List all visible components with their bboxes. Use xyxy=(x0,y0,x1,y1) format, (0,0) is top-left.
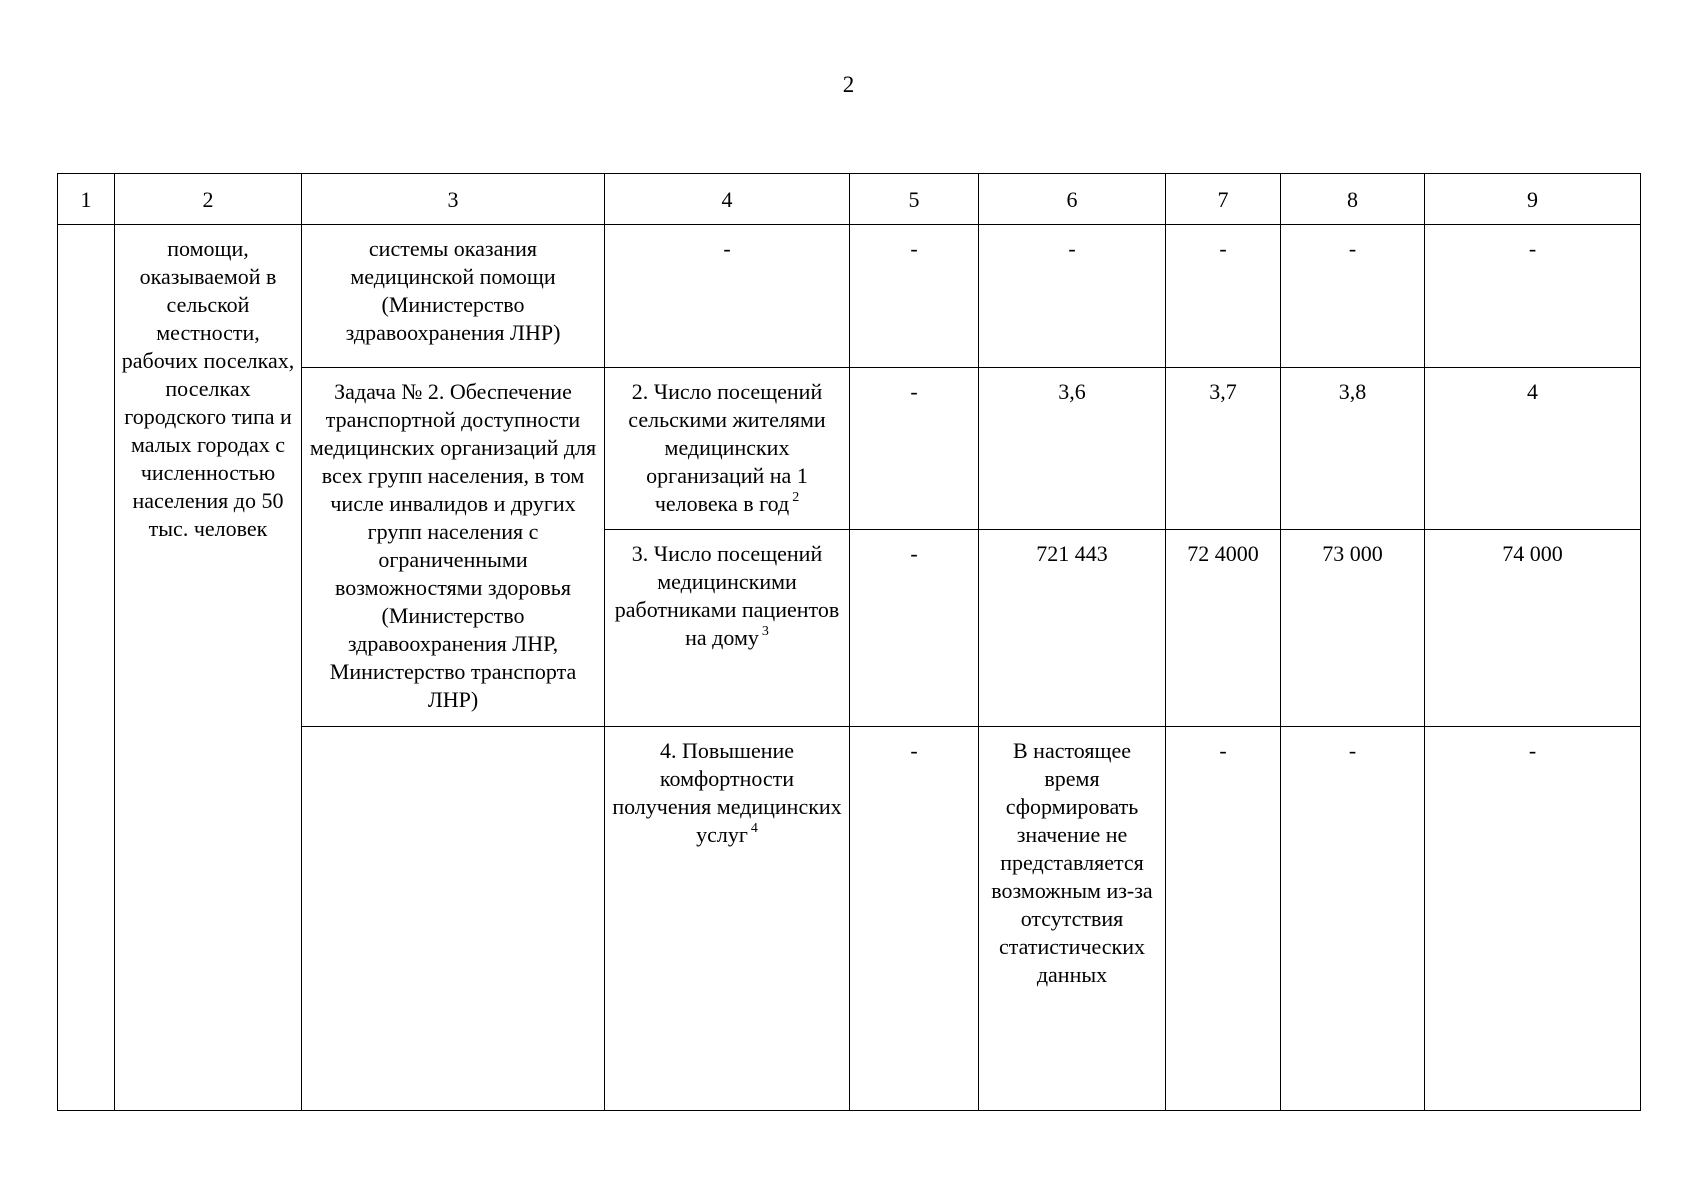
header-cell-3: 3 xyxy=(302,174,605,225)
task-cell: Задача № 2. Обеспечение транспортной доступности медицинских организаций для всех групп населения, в том числе инвалидов и других групп населения с ограниченными возможностями здоровья (Министерство здравоохранения ЛНР, Министерство транспорта ЛНР) xyxy=(302,368,605,727)
value-cell-8: - xyxy=(1281,225,1425,368)
header-cell-7: 7 xyxy=(1166,174,1281,225)
indicator-cell xyxy=(605,727,850,1111)
value-cell-7: - xyxy=(1166,727,1281,1111)
value-cell-5: - xyxy=(850,727,979,1111)
header-cell-8: 8 xyxy=(1281,174,1425,225)
header-cell-5: 5 xyxy=(850,174,979,225)
header-cell-6: 6 xyxy=(979,174,1166,225)
value-cell-9: 4 xyxy=(1425,368,1641,530)
value-cell-6: - xyxy=(979,225,1166,368)
goal-cell: помощи, оказываемой в сельской местности, рабочих поселках, поселках городского типа и малых городах с численностью населения до 50 тыс. человек xyxy=(115,225,302,1111)
indicator-text: 2. Число посещений сельскими жителями медицинских организаций на 1 человека в год xyxy=(628,379,826,516)
task-cell: системы оказания медицинской помощи (Министерство здравоохранения ЛНР) xyxy=(302,225,605,368)
value-cell-9: - xyxy=(1425,225,1641,368)
task-cell xyxy=(302,727,605,1111)
col1-cell xyxy=(58,225,115,1111)
value-cell-7: 72 4000 xyxy=(1166,530,1281,727)
page-number: 2 xyxy=(842,72,855,97)
footnote-marker: 4 xyxy=(750,820,758,836)
value-cell-5: - xyxy=(850,225,979,368)
value-cell-7: 3,7 xyxy=(1166,368,1281,530)
value-cell-8: 73 000 xyxy=(1281,530,1425,727)
value-cell-8: 3,8 xyxy=(1281,368,1425,530)
indicator-text: 3. Число посещений медицинскими работниками пациентов на дому xyxy=(614,541,840,650)
footnote-marker: 3 xyxy=(761,623,769,639)
value-cell-8: - xyxy=(1281,727,1425,1111)
indicator-cell xyxy=(605,368,850,530)
header-cell-9: 9 xyxy=(1425,174,1641,225)
table-row xyxy=(58,225,1641,368)
value-cell-6: 3,6 xyxy=(979,368,1166,530)
indicator-text: 4. Повышение комфортности получения медицинских услуг xyxy=(612,738,842,847)
value-cell-9: - xyxy=(1425,727,1641,1111)
table-header-row xyxy=(58,174,1641,225)
value-cell-5: - xyxy=(850,368,979,530)
indicators-table xyxy=(57,173,1641,1111)
value-cell-6: 721 443 xyxy=(979,530,1166,727)
value-cell-7: - xyxy=(1166,225,1281,368)
header-cell-2: 2 xyxy=(115,174,302,225)
indicator-cell: - xyxy=(605,225,850,368)
header-cell-1: 1 xyxy=(58,174,115,225)
header-cell-4: 4 xyxy=(605,174,850,225)
footnote-marker: 2 xyxy=(792,489,800,505)
indicator-cell xyxy=(605,530,850,727)
value-cell-9: 74 000 xyxy=(1425,530,1641,727)
value-cell-6: В настоящее время сформировать значение не представляется возможным из-за отсутствия статистических данных xyxy=(979,727,1166,1111)
value-cell-5: - xyxy=(850,530,979,727)
